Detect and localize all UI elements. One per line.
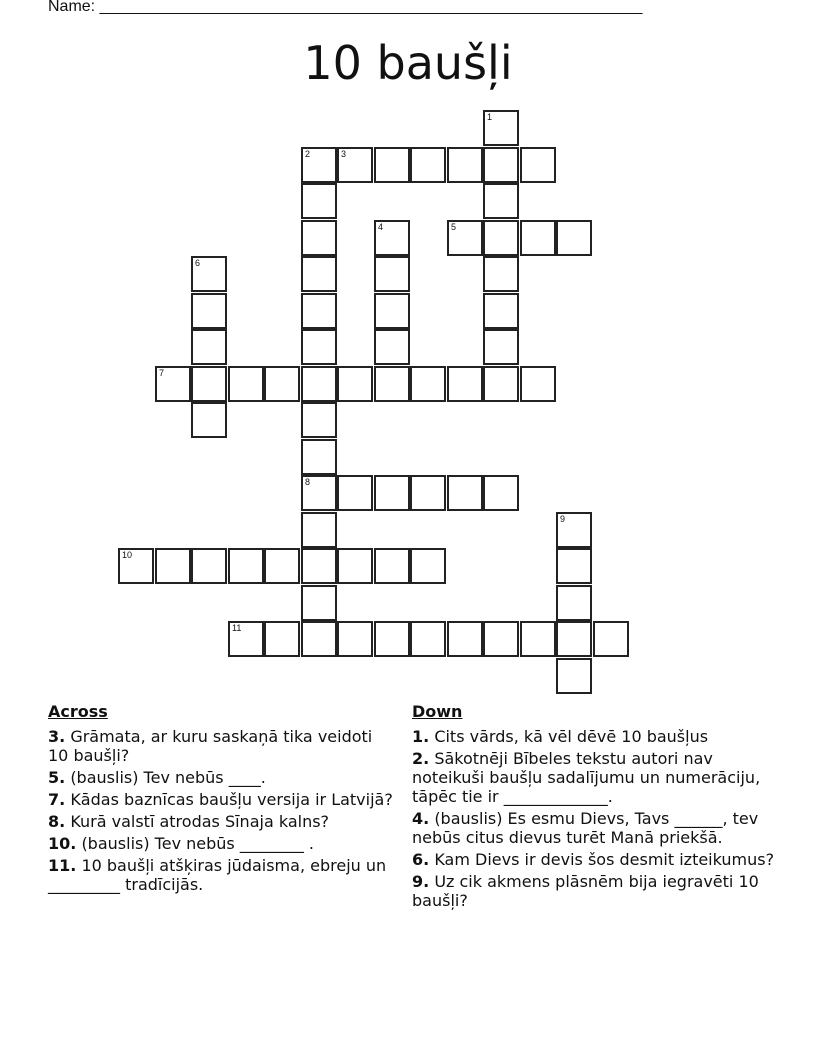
across-heading: Across bbox=[48, 702, 108, 721]
grid-cell[interactable] bbox=[410, 548, 446, 584]
clue-down-1 bbox=[412, 727, 777, 746]
cell-number: 8 bbox=[305, 477, 311, 487]
cell-number: 7 bbox=[159, 368, 165, 378]
clue-number: 6. bbox=[412, 850, 430, 869]
cell-number: 9 bbox=[560, 514, 566, 524]
clue-across-11 bbox=[48, 856, 393, 894]
grid-cell[interactable] bbox=[556, 585, 592, 621]
grid-cell[interactable] bbox=[410, 621, 446, 657]
clue-across-5 bbox=[48, 768, 393, 787]
grid-cell[interactable] bbox=[155, 548, 191, 584]
grid-cell[interactable] bbox=[374, 293, 410, 329]
grid-cell[interactable] bbox=[483, 366, 519, 402]
clue-across-3 bbox=[48, 727, 393, 765]
grid-cell[interactable] bbox=[228, 366, 264, 402]
grid-cell[interactable] bbox=[264, 621, 300, 657]
grid-cell[interactable] bbox=[374, 475, 410, 511]
cell-number: 6 bbox=[195, 258, 201, 268]
grid-cell[interactable] bbox=[337, 475, 373, 511]
grid-cell[interactable] bbox=[447, 475, 483, 511]
grid-cell[interactable] bbox=[374, 366, 410, 402]
grid-cell[interactable] bbox=[301, 147, 337, 183]
cell-number: 2 bbox=[305, 149, 311, 159]
grid-cell[interactable] bbox=[483, 110, 519, 146]
grid-cell[interactable] bbox=[301, 548, 337, 584]
clue-text: (bauslis) Tev nebūs ____. bbox=[70, 768, 266, 787]
clue-number: 1. bbox=[412, 727, 430, 746]
clue-across-8 bbox=[48, 812, 393, 831]
grid-cell[interactable] bbox=[483, 183, 519, 219]
grid-cell[interactable] bbox=[410, 147, 446, 183]
cell-number: 1 bbox=[487, 112, 493, 122]
grid-cell[interactable] bbox=[520, 220, 556, 256]
grid-cell[interactable] bbox=[556, 220, 592, 256]
grid-cell[interactable] bbox=[374, 220, 410, 256]
clue-text: Grāmata, ar kuru saskaņā tika veidoti 10 baušļi? bbox=[48, 727, 373, 765]
clue-down-6 bbox=[412, 850, 777, 869]
page-title: 10 baušļi bbox=[303, 36, 513, 90]
grid-cell[interactable] bbox=[191, 402, 227, 438]
name-field: Name: _____________________________________________________________ bbox=[48, 0, 643, 15]
grid-cell[interactable] bbox=[410, 366, 446, 402]
cell-number: 11 bbox=[232, 623, 242, 633]
grid-cell[interactable] bbox=[301, 183, 337, 219]
clue-text: Sākotnēji Bībeles tekstu autori nav noteikuši baušļu sadalījumu un numerāciju, tāpēc tie ir _____________. bbox=[412, 749, 761, 806]
grid-cell[interactable] bbox=[337, 366, 373, 402]
clue-down-4 bbox=[412, 809, 777, 847]
grid-cell[interactable] bbox=[483, 220, 519, 256]
grid-cell[interactable] bbox=[191, 329, 227, 365]
clue-number: 8. bbox=[48, 812, 66, 831]
grid-cell[interactable] bbox=[374, 256, 410, 292]
grid-cell[interactable] bbox=[520, 366, 556, 402]
grid-cell[interactable] bbox=[301, 220, 337, 256]
clue-across-7 bbox=[48, 790, 393, 809]
grid-cell[interactable] bbox=[337, 548, 373, 584]
grid-cell[interactable] bbox=[301, 366, 337, 402]
clue-across-10 bbox=[48, 834, 393, 853]
grid-cell[interactable] bbox=[301, 585, 337, 621]
grid-cell[interactable] bbox=[191, 293, 227, 329]
grid-cell[interactable] bbox=[374, 329, 410, 365]
grid-cell[interactable] bbox=[556, 658, 592, 694]
grid-cell[interactable] bbox=[228, 548, 264, 584]
clue-number: 10. bbox=[48, 834, 77, 853]
grid-cell[interactable] bbox=[264, 548, 300, 584]
clue-text: Kurā valstī atrodas Sīnaja kalns? bbox=[70, 812, 330, 831]
grid-cell[interactable] bbox=[264, 366, 300, 402]
clue-text: Cits vārds, kā vēl dēvē 10 baušļus bbox=[434, 727, 709, 746]
grid-cell[interactable] bbox=[337, 147, 373, 183]
grid-cell[interactable] bbox=[301, 621, 337, 657]
grid-cell[interactable] bbox=[556, 548, 592, 584]
grid-cell[interactable] bbox=[374, 621, 410, 657]
grid-cell[interactable] bbox=[228, 621, 264, 657]
grid-cell[interactable] bbox=[301, 402, 337, 438]
grid-cell[interactable] bbox=[191, 256, 227, 292]
cell-number: 10 bbox=[122, 550, 133, 560]
grid-cell[interactable] bbox=[301, 256, 337, 292]
clue-down-2 bbox=[412, 749, 777, 806]
clue-text: Uz cik akmens plāsnēm bija iegravēti 10 baušļi? bbox=[412, 872, 759, 910]
clue-number: 4. bbox=[412, 809, 430, 828]
down-heading: Down bbox=[412, 702, 463, 721]
clue-number: 2. bbox=[412, 749, 430, 768]
clue-text: 10 baušļi atšķiras jūdaisma, ebreju un _________ tradīcijās. bbox=[48, 856, 387, 894]
grid-cell[interactable] bbox=[483, 256, 519, 292]
across-clues bbox=[48, 702, 393, 897]
clue-down-9 bbox=[412, 872, 777, 910]
grid-cell[interactable] bbox=[483, 147, 519, 183]
grid-cell[interactable] bbox=[191, 366, 227, 402]
clue-text: Kam Dievs ir devis šos desmit izteikumus? bbox=[434, 850, 775, 869]
grid-cell[interactable] bbox=[301, 439, 337, 475]
clue-text: Kādas baznīcas baušļu versija ir Latvijā? bbox=[70, 790, 393, 809]
clue-number: 5. bbox=[48, 768, 66, 787]
grid-cell[interactable] bbox=[593, 621, 629, 657]
clue-text: (bauslis) Tev nebūs ________ . bbox=[81, 834, 314, 853]
grid-cell[interactable] bbox=[155, 366, 191, 402]
clue-number: 7. bbox=[48, 790, 66, 809]
grid-cell[interactable] bbox=[447, 366, 483, 402]
grid-cell[interactable] bbox=[447, 220, 483, 256]
grid-cell[interactable] bbox=[483, 293, 519, 329]
grid-cell[interactable] bbox=[556, 512, 592, 548]
grid-cell[interactable] bbox=[520, 621, 556, 657]
grid-cell[interactable] bbox=[447, 147, 483, 183]
grid-cell[interactable] bbox=[191, 548, 227, 584]
grid-cell[interactable] bbox=[118, 548, 154, 584]
grid-cell[interactable] bbox=[374, 147, 410, 183]
grid-cell[interactable] bbox=[337, 621, 373, 657]
clue-number: 3. bbox=[48, 727, 66, 746]
grid-cell[interactable] bbox=[447, 621, 483, 657]
down-clues bbox=[412, 702, 777, 913]
grid-cell[interactable] bbox=[520, 147, 556, 183]
grid-cell[interactable] bbox=[483, 621, 519, 657]
cell-number: 3 bbox=[341, 149, 347, 159]
grid-cell[interactable] bbox=[483, 475, 519, 511]
grid-cell[interactable] bbox=[556, 621, 592, 657]
clue-text: (bauslis) Es esmu Dievs, Tavs ______, tev nebūs citus dievus turēt Manā priekšā. bbox=[412, 809, 759, 847]
clue-number: 9. bbox=[412, 872, 430, 891]
cell-number: 5 bbox=[451, 222, 457, 232]
grid-cell[interactable] bbox=[483, 329, 519, 365]
grid-cell[interactable] bbox=[301, 475, 337, 511]
grid-cell[interactable] bbox=[301, 293, 337, 329]
grid-cell[interactable] bbox=[374, 548, 410, 584]
cell-number: 4 bbox=[378, 222, 384, 232]
grid-cell[interactable] bbox=[410, 475, 446, 511]
grid-cell[interactable] bbox=[301, 329, 337, 365]
grid-cell[interactable] bbox=[301, 512, 337, 548]
clue-number: 11. bbox=[48, 856, 77, 875]
